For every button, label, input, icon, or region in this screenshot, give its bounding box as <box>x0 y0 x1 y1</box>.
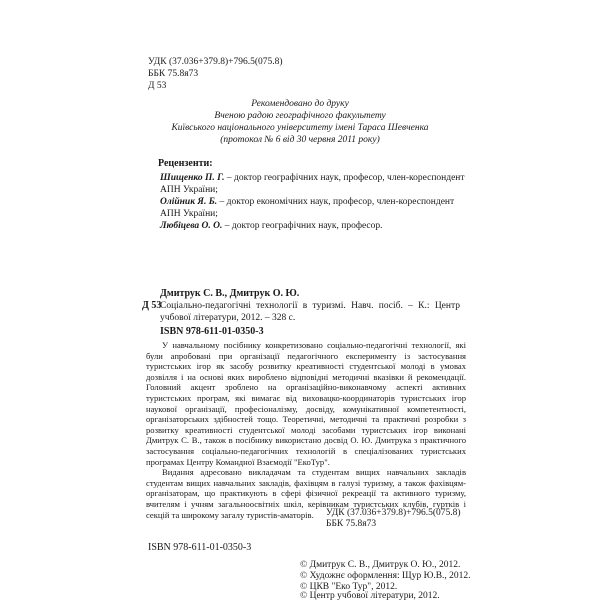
reviewer-name: Любіцева О. О. <box>160 221 223 231</box>
recommendation-line-4: (протокол № 6 від 30 червня 2011 року) <box>220 135 380 145</box>
author-sign-code: Д 53 <box>148 81 167 91</box>
abstract-paragraph: У навчальному посібнику конкретизовано соціально-педагогічні технології, які були апробовані при організації педагогічного експерименту із застосування туристських ігор як засобу розвитку креативності студентської молоді в умовах дозвілля і на основі яких вироблено відповідні методичні вказівки й рекомендації. Головний акцент зроблено на організаційно-виконавчому аспекті активних туристських програм, які вимагає від виховацко-координаторів туристських ігор наукової організації, професіоналізму, досвіду, комунікативної компетентності, організаторських здібностей тощо. Теоретичні, методичні та практичні розробки з розвитку креативності студентської молоді засобами туристських ігор виконані Дмитрук С. В., також в посібнику використано досвід О. Ю. Дмитрука з практичного застосування соціально-педагогічних технологій в спеціалізованих туристських програмах Центру Командної Взаємодії "ЕкоТур". <box>146 340 466 467</box>
reviewer-name: Олійник Я. Б. <box>160 197 218 207</box>
bibliography-code: Д 53 <box>142 300 162 311</box>
reviewer-continuation: АПН України; <box>160 185 218 195</box>
copyright-line: © Центр учбової літератури, 2012. <box>300 591 440 601</box>
recommendation-line-3: Київського національного університету імені Тараса Шевченка <box>171 123 429 133</box>
abstract-paragraph: Видання адресовано викладачам та студентам вищих навчальних закладів студентам вищих навчальних закладів, фахівцям в галузі туризму, а також фахівцям-організаторам, що практикують в сфері фізичної рекреації та активного туризму, вчителям і учням загальноосвітніх шкіл, керівникам туристських клубів, гуртків і секцій та широкому загалу туристів-аматорів. <box>146 467 466 520</box>
reviewer-name: Шищенко П. Г. <box>160 173 225 183</box>
reviewer-entry <box>160 220 383 232</box>
reviewer-description: – доктор географічних наук, професор. <box>222 221 383 231</box>
bbk-code-repeat: ББК 75.8я73 <box>326 519 377 529</box>
udk-code-repeat: УДК (37.036+379.8)+796.5(075.8) <box>326 508 461 518</box>
udk-code: УДК (37.036+379.8)+796.5(075.8) <box>148 57 283 67</box>
abstract <box>146 340 466 520</box>
bibliography-description: Соціально-педагогічні технології в туризмі. Навч. посіб. – К.: Центр учбової літератури, 2012. – 328 с. <box>160 301 460 323</box>
isbn-bold: ISBN 978-611-01-0350-3 <box>160 326 264 337</box>
reviewer-description: – доктор географічних наук, професор, член-кореспондент <box>224 173 465 183</box>
bbk-code: ББК 75.8я73 <box>148 69 199 79</box>
copyright-line: © Художнє оформлення: Щур Ю.В., 2012. <box>300 571 471 581</box>
reviewer-continuation: АПН України; <box>160 209 218 219</box>
reviewer-entry <box>160 196 454 208</box>
copyright-line: © ЦКВ "Еко Тур", 2012. <box>300 582 398 592</box>
copyright-line: © Дмитрук С. В., Дмитрук О. Ю., 2012. <box>300 560 461 570</box>
bibliography-authors: Дмитрук С. В., Дмитрук О. Ю. <box>160 288 300 299</box>
reviewer-entry <box>160 172 465 184</box>
isbn-footer: ISBN 978-611-01-0350-3 <box>148 542 252 553</box>
recommendation-line-2: Вченою радою географічного факультету <box>214 111 386 121</box>
recommendation-line-1: Рекомендовано до друку <box>251 99 349 109</box>
reviewers-heading: Рецензенти: <box>158 158 213 169</box>
reviewer-description: – доктор економічних наук, професор, член-кореспондент <box>217 197 455 207</box>
